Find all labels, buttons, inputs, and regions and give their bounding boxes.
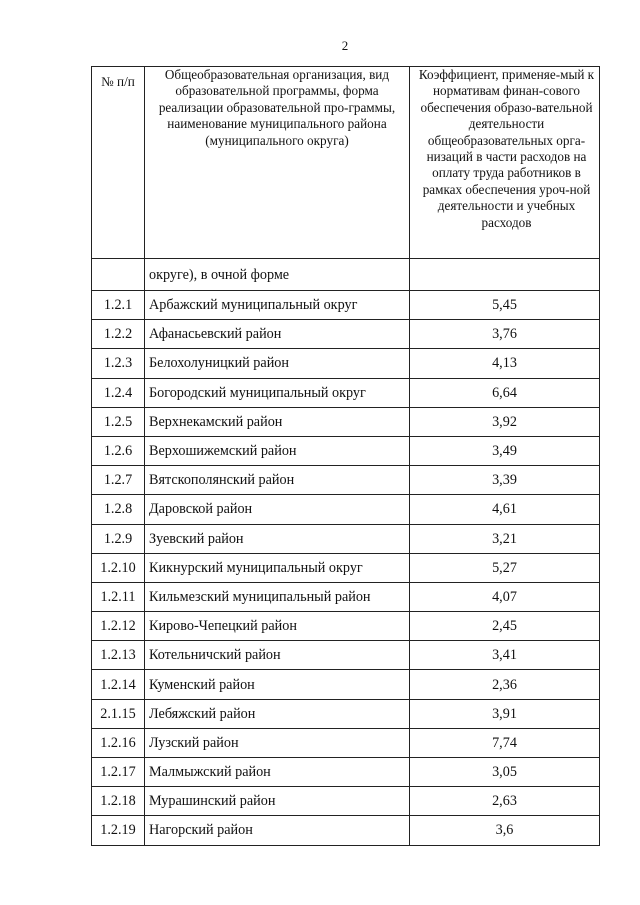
cell-number: 1.2.10 bbox=[92, 553, 145, 582]
cell-name: Зуевский район bbox=[145, 524, 410, 553]
table-row bbox=[92, 670, 600, 699]
cell-name: Кикнурский муниципальный округ bbox=[145, 553, 410, 582]
table-row bbox=[92, 495, 600, 524]
cell-number: 1.2.18 bbox=[92, 787, 145, 816]
cell-value: 2,45 bbox=[410, 612, 600, 641]
cell-number: 1.2.11 bbox=[92, 582, 145, 611]
cell-number: 1.2.14 bbox=[92, 670, 145, 699]
cell-value: 3,6 bbox=[410, 816, 600, 845]
table-row bbox=[92, 524, 600, 553]
cell-name: Кирово-Чепецкий район bbox=[145, 612, 410, 641]
table-row bbox=[92, 816, 600, 845]
cell-number: 1.2.13 bbox=[92, 641, 145, 670]
table-row bbox=[92, 699, 600, 728]
table-row bbox=[92, 349, 600, 378]
cell-name: Вятскополянский район bbox=[145, 466, 410, 495]
cell-name: Малмыжский район bbox=[145, 758, 410, 787]
coefficient-table bbox=[91, 66, 600, 846]
header-number bbox=[92, 67, 145, 259]
header-organization-label: Общеобразовательная организация, вид образовательной программы, форма реализации образовательной про-граммы, наименование муниципального района (муниципального округа) bbox=[158, 67, 396, 148]
cell-name: Куменский район bbox=[145, 670, 410, 699]
header-coefficient-label: Коэффициент, применяе-мый к нормативам финан-сового обеспечения образо-вательной деятельности общеобразовательных орга-низаций в части расходов на оплату труда работников в рамках обеспечения уроч-ной деятельности и учебных расходов bbox=[418, 67, 595, 230]
table-row bbox=[92, 378, 600, 407]
table-row bbox=[92, 436, 600, 465]
cell-number: 2.1.15 bbox=[92, 699, 145, 728]
table-row bbox=[92, 553, 600, 582]
table-row bbox=[92, 787, 600, 816]
cell-name: Кильмезский муниципальный район bbox=[145, 582, 410, 611]
cell-number: 1.2.8 bbox=[92, 495, 145, 524]
table-row bbox=[92, 466, 600, 495]
cell-value: 3,21 bbox=[410, 524, 600, 553]
header-number-label: № п/п bbox=[101, 74, 135, 89]
cell-name: Богородский муниципальный округ bbox=[145, 378, 410, 407]
cell-value: 5,27 bbox=[410, 553, 600, 582]
cell-value: 3,05 bbox=[410, 758, 600, 787]
cell-name: Котельничский район bbox=[145, 641, 410, 670]
cell-name: Верхошижемский район bbox=[145, 436, 410, 465]
continuation-row bbox=[92, 259, 600, 291]
table-body bbox=[92, 259, 600, 846]
cell-number bbox=[92, 259, 145, 291]
cell-value: 5,45 bbox=[410, 291, 600, 320]
cell-number: 1.2.16 bbox=[92, 728, 145, 757]
cell-value bbox=[410, 259, 600, 291]
table-row bbox=[92, 758, 600, 787]
cell-value: 3,76 bbox=[410, 320, 600, 349]
cell-name: Белохолуницкий район bbox=[145, 349, 410, 378]
cell-number: 1.2.3 bbox=[92, 349, 145, 378]
table-row bbox=[92, 291, 600, 320]
cell-value: 3,41 bbox=[410, 641, 600, 670]
cell-name: округе), в очной форме bbox=[145, 259, 410, 291]
table-row bbox=[92, 320, 600, 349]
cell-name: Верхнекамский район bbox=[145, 407, 410, 436]
table-row bbox=[92, 612, 600, 641]
cell-number: 1.2.12 bbox=[92, 612, 145, 641]
page-number: 2 bbox=[341, 38, 349, 53]
cell-value: 4,13 bbox=[410, 349, 600, 378]
cell-value: 4,61 bbox=[410, 495, 600, 524]
table-row bbox=[92, 641, 600, 670]
cell-value: 7,74 bbox=[410, 728, 600, 757]
header-coefficient bbox=[410, 67, 600, 259]
header-organization bbox=[145, 67, 410, 259]
cell-number: 1.2.7 bbox=[92, 466, 145, 495]
cell-number: 1.2.4 bbox=[92, 378, 145, 407]
cell-name: Афанасьевский район bbox=[145, 320, 410, 349]
cell-number: 1.2.6 bbox=[92, 436, 145, 465]
cell-value: 4,07 bbox=[410, 582, 600, 611]
table-row bbox=[92, 407, 600, 436]
cell-value: 3,49 bbox=[410, 436, 600, 465]
table-header bbox=[92, 67, 600, 259]
cell-number: 1.2.2 bbox=[92, 320, 145, 349]
cell-name: Нагорский район bbox=[145, 816, 410, 845]
cell-number: 1.2.1 bbox=[92, 291, 145, 320]
table-row bbox=[92, 728, 600, 757]
cell-value: 3,91 bbox=[410, 699, 600, 728]
table-row bbox=[92, 582, 600, 611]
cell-name: Даровской район bbox=[145, 495, 410, 524]
cell-name: Мурашинский район bbox=[145, 787, 410, 816]
cell-name: Лузский район bbox=[145, 728, 410, 757]
cell-value: 2,36 bbox=[410, 670, 600, 699]
cell-value: 2,63 bbox=[410, 787, 600, 816]
cell-number: 1.2.5 bbox=[92, 407, 145, 436]
cell-value: 6,64 bbox=[410, 378, 600, 407]
cell-number: 1.2.19 bbox=[92, 816, 145, 845]
cell-value: 3,39 bbox=[410, 466, 600, 495]
cell-number: 1.2.9 bbox=[92, 524, 145, 553]
cell-name: Арбажский муниципальный округ bbox=[145, 291, 410, 320]
cell-value: 3,92 bbox=[410, 407, 600, 436]
cell-number: 1.2.17 bbox=[92, 758, 145, 787]
cell-name: Лебяжский район bbox=[145, 699, 410, 728]
